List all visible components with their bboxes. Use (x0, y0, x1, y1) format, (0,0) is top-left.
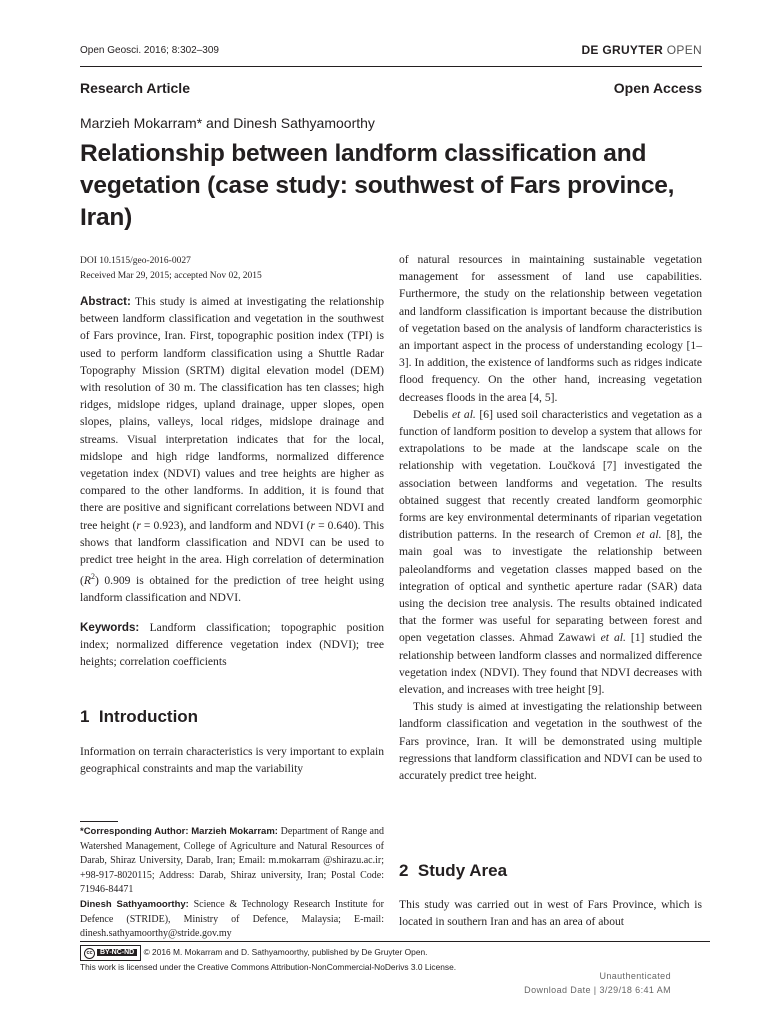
right-column (399, 251, 702, 784)
download-watermark (524, 969, 671, 997)
section-number: 1 (80, 707, 90, 726)
license-line: This work is licensed under the Creative Commons Attribution-NonCommercial-NoDerivs 3.0 License. (80, 962, 457, 972)
section-title: Introduction (98, 707, 199, 726)
abstract-text-d: ) 0.909 is obtained for the prediction of tree height using landform classification and NDVI. (80, 574, 384, 605)
abstract-label: Abstract: (80, 295, 131, 308)
by-nc-nd-label: BY-NC-ND (97, 949, 137, 956)
r-symbol: r (310, 518, 316, 532)
article-type: Research Article (80, 80, 190, 96)
doi: DOI 10.1515/geo-2016-0027 (80, 256, 191, 266)
r-symbol: r (136, 518, 141, 532)
paragraph: This study is aimed at investigating the relationship between landform classification and vegetation in the southwest of the Fars province, Iran. It will be demonstrated using multiple regressions that landform classification and NDVI can be used to accurately predict tree height. (399, 700, 702, 783)
second-author-label: Dinesh Sathyamoorthy: (80, 898, 189, 910)
et-al: et al. (600, 631, 626, 645)
copyright-line: © 2016 M. Mokarram and D. Sathyamoorthy, published by De Gruyter Open. (143, 947, 428, 958)
paragraph-text: [6] used soil characteristics and vegetation as a function of landform position to develop a system that allows for extrapolations to be made at the landscape scale on the relationship with vegetation. Loučková [7] investigated the association between landforms and vegetation. The results obtained suggest that recently created landform geomorphic forms are key environmental determinants of riparian vegetation distribution patterns. In the research of Cremon (399, 407, 702, 542)
section-heading-introduction (80, 707, 198, 727)
section-heading-study-area (399, 861, 507, 881)
footnote-rule (80, 821, 118, 822)
cc-license-icon[interactable] (80, 945, 141, 961)
footnote (80, 825, 384, 942)
r-squared-symbol: R (83, 574, 91, 588)
article-meta (80, 254, 390, 284)
cc-icon: cc (84, 948, 95, 959)
publisher-logo (581, 43, 702, 57)
introduction-paragraph: Information on terrain characteristics is very important to explain geographical constraints and map the variability (80, 745, 384, 776)
received-dates: Received Mar 29, 2015; accepted Nov 02, 2015 (80, 271, 262, 281)
license-rule (80, 941, 710, 942)
header-rule (80, 66, 702, 67)
section-number: 2 (399, 861, 409, 880)
paragraph-text: [1] studied the relationship between landform classes and normalized difference vegetation index (NDVI). They found that NDVI decreases with elevation, and increases with tree height [9]. (399, 631, 702, 697)
authors: Marzieh Mokarram* and Dinesh Sathyamoorthy (80, 115, 375, 131)
section-title: Study Area (417, 861, 508, 880)
corresponding-author-text: Department of Range and Watershed Management, College of Agriculture and Natural Resources of Darab, Shiraz University, Darab, Iran; Email: m.mokarram @shirazu.ac.ir; +98-917-8020115; Address: Darab, Shiraz university, Iran; Postal Code: 71946-84471 (80, 826, 384, 896)
access-label: Open Access (613, 80, 702, 96)
abstract (80, 293, 384, 607)
publisher-name-bold: DE GRUYTER (581, 43, 664, 57)
abstract-text-b: = 0.923), and landform and NDVI ( (140, 518, 311, 532)
corresponding-author-label: *Corresponding Author: Marzieh Mokarram: (80, 826, 278, 837)
study-area-paragraph: This study was carried out in west of Fars Province, which is located in southern Iran and has an area of about (399, 898, 702, 929)
watermark-date: Download Date | 3/29/18 6:41 AM (524, 985, 671, 995)
abstract-text-c: = 0.640). This shows that landform classification and NDVI can be used to predict tree height in the area. High correlation of determination ( (80, 518, 384, 588)
journal-reference: Open Geosci. 2016; 8:302–309 (80, 45, 219, 56)
paragraph-text: [8], the main goal was to investigate the relationship between paleolandforms and vegetation classes mapped based on the integration of optical and synthetic aperture radar (SAR) data using the decision tree analysis. The results obtained indicated that the former was useful for separating between forest and open vegetation classes. Ahmad Zawawi (399, 528, 702, 645)
paragraph-text: Debelis (413, 407, 452, 421)
article-title: Relationship between landform classification and vegetation (case study: southwest of Fars province, Iran) (80, 140, 675, 231)
abstract-text-a: This study is aimed at investigating the relationship between landform classification and vegetation in the southwest of Fars province, Iran. First, topographic position index (TPI) is used to perform landform classification using a Shuttle Radar Topography Mission (SRTM) digital elevation model (DEM) with resolution of 30 m. The classification has ten classes; high ridges, midslope ridges, upland drainage, upper slopes, open slopes, plains, valleys, local ridges, midslope drainage and streams. Visual interpretation indicates that for the local, midslope and high ridge landforms, normalized difference vegetation index (NDVI) values and tree heights are higher as compared to the other landforms. In addition, it is found that there are positive and significant correlations between NDVI and tree height ( (80, 295, 384, 532)
publisher-name-light: OPEN (666, 43, 702, 57)
paragraph (399, 406, 702, 698)
keywords (80, 619, 384, 671)
r-squared-exponent: 2 (90, 572, 95, 582)
et-al: et al. (636, 528, 662, 542)
watermark-status: Unauthenticated (599, 971, 671, 981)
paragraph: of natural resources in maintaining sustainable vegetation management for assessment of land use capabilities. Furthermore, the study on the relationship between vegetation and landform classification is important because the distribution of vegetation based on the analysis of landform characteristics is an important aspect in the process of understanding ecology [1–3]. In addition, the existence of landforms such as ridges indicate flood frequency. On the other hand, increasing vegetation decreases floods in the area [4, 5]. (399, 253, 702, 404)
et-al: et al. (451, 407, 476, 421)
keywords-text: Landform classification; topographic position index; normalized difference vegetation index (NDVI); tree heights; correlation coefficients (80, 621, 384, 669)
license (80, 945, 456, 973)
second-author-text: Science & Technology Research Institute for Defence (STRIDE), Ministry of Defence, Malaysia; E-mail: dinesh.sathyamoorthy@stride.gov.my (80, 898, 384, 940)
keywords-label: Keywords: (80, 621, 140, 634)
